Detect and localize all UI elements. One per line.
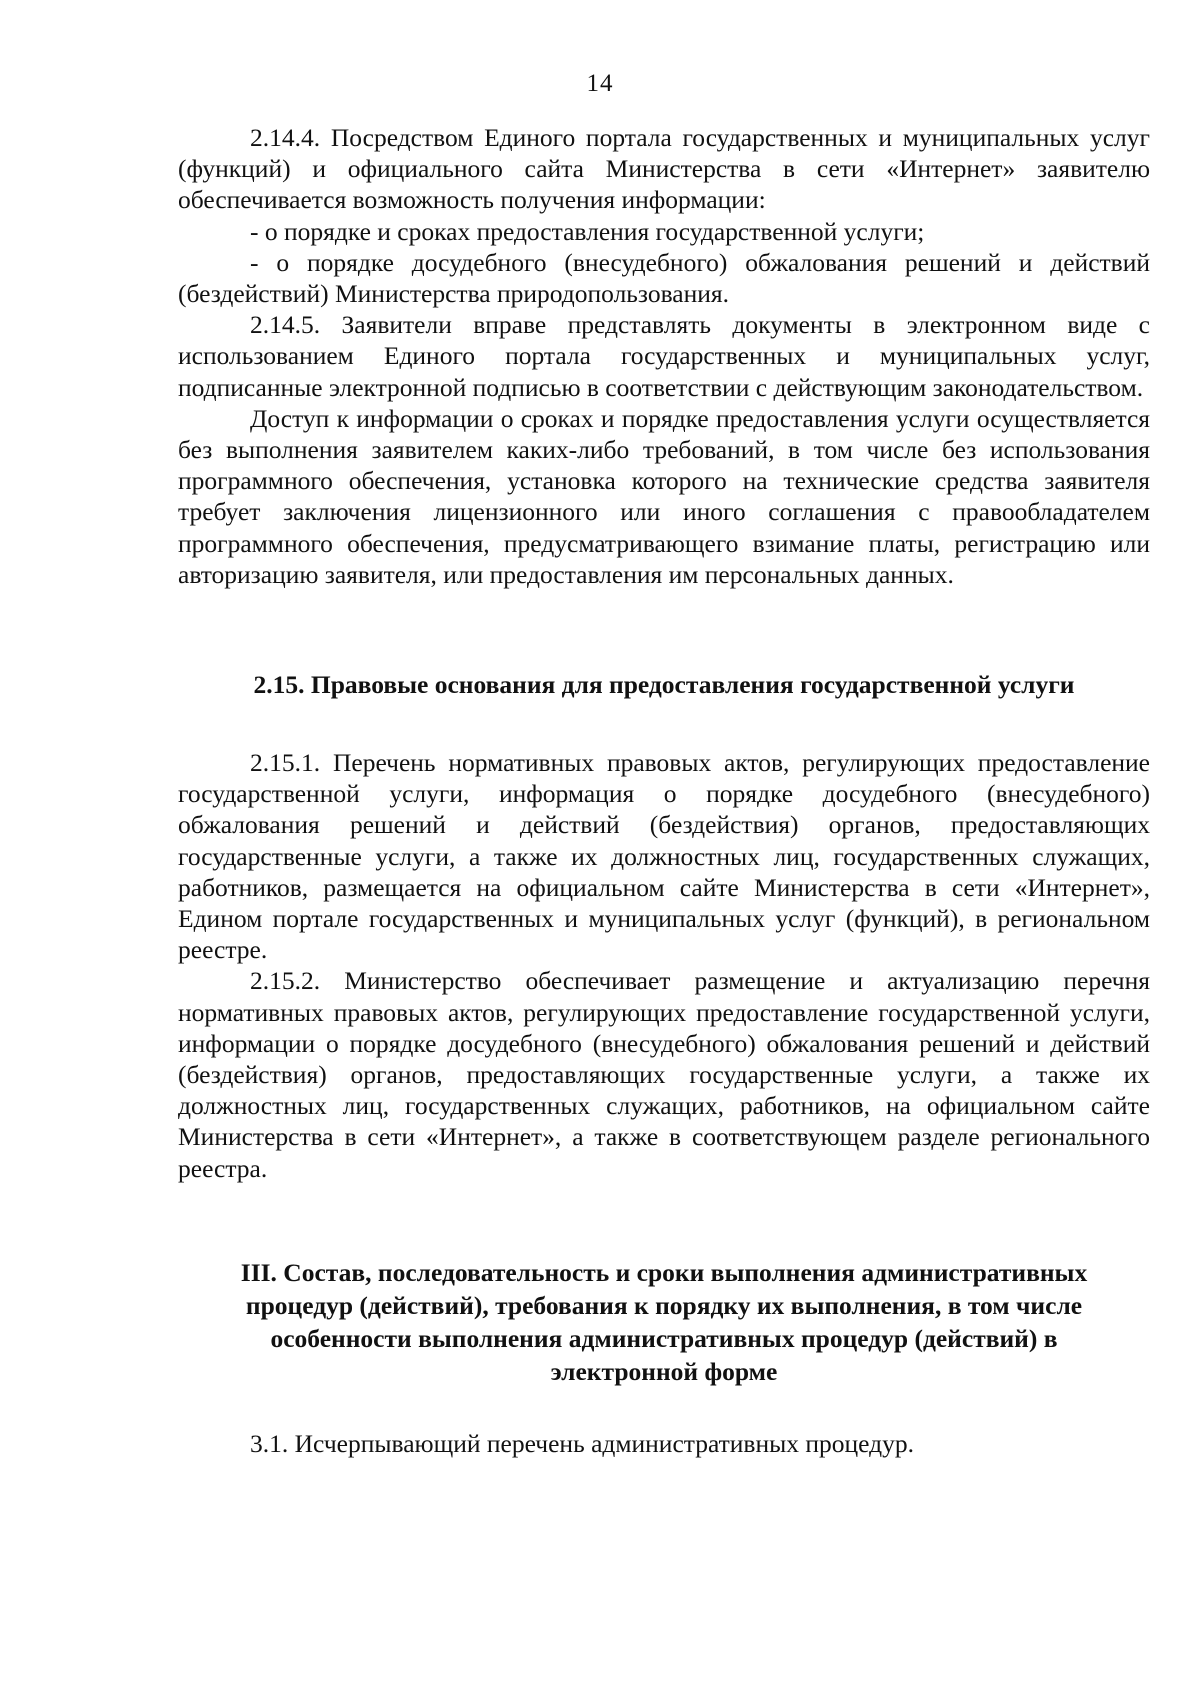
paragraph-2-14-5: 2.14.5. Заявители вправе представлять документы в электронном виде с использованием Единого портала государственных и муниципальных услуг, подписанные электронной подписью в соответствии с действующим законодательством. <box>178 310 1150 402</box>
paragraph-2-14-4: 2.14.4. Посредством Единого портала государственных и муниципальных услуг (функций) и официального сайта Министерства в сети «Интернет» заявителю обеспечивается возможность получения информации: <box>178 123 1150 215</box>
spacer <box>178 1388 1150 1428</box>
section-heading-3-line-2: процедур (действий), требования к порядку их выполнения, в том числе <box>245 1290 1083 1320</box>
page-content <box>178 122 1150 1459</box>
spacer <box>178 1184 1150 1256</box>
list-item-terms: - о порядке и сроках предоставления государственной услуги; <box>250 216 925 246</box>
list-item-appeal: - о порядке досудебного (внесудебного) обжалования решений и действий (бездействий) Министерства природопользования. <box>178 247 1150 309</box>
section-heading-3-line-3: особенности выполнения административных процедур (действий) в <box>270 1323 1058 1353</box>
spacer <box>178 590 1150 668</box>
spacer <box>178 701 1150 747</box>
paragraph-3-1: 3.1. Исчерпывающий перечень административных процедур. <box>250 1428 914 1458</box>
section-heading-3-line-4: электронной форме <box>550 1356 778 1386</box>
paragraph-2-15-1: 2.15.1. Перечень нормативных правовых актов, регулирующих предоставление государственной услуги, информация о порядке досудебного (внесудебного) обжалования решений и действий (бездействия) органов, предоставляющих государственные услуги, а также их должностных лиц, государственных служащих, работников, размещается на официальном сайте Министерства в сети «Интернет», Едином портале государственных и муниципальных услуг (функций), в региональном реестре. <box>178 748 1150 965</box>
paragraph-access: Доступ к информации о сроках и порядке предоставления услуги осуществляется без выполнения заявителем каких-либо требований, в том числе без использования программного обеспечения, установка которого на технические средства заявителя требует заключения лицензионного или иного соглашения с правообладателем программного обеспечения, предусматривающего взимание платы, регистрацию или авторизацию заявителя, или предоставления им персональных данных. <box>178 403 1150 589</box>
section-heading-3 <box>178 1256 1150 1388</box>
paragraph-2-15-2: 2.15.2. Министерство обеспечивает размещение и актуализацию перечня нормативных правовых актов, регулирующих предоставление государственной услуги, информации о порядке досудебного (внесудебного) обжалования решений и действий (бездействия) органов, предоставляющих государственные услуги, а также их должностных лиц, государственных служащих, работников, на официальном сайте Министерства в сети «Интернет», а также в соответствующем разделе регионального реестра. <box>178 966 1150 1183</box>
page-number: 14 <box>586 70 614 97</box>
section-heading-3-line-1: III. Состав, последовательность и сроки выполнения административных <box>240 1257 1088 1287</box>
section-heading-2-15: 2.15. Правовые основания для предоставления государственной услуги <box>253 670 1075 700</box>
